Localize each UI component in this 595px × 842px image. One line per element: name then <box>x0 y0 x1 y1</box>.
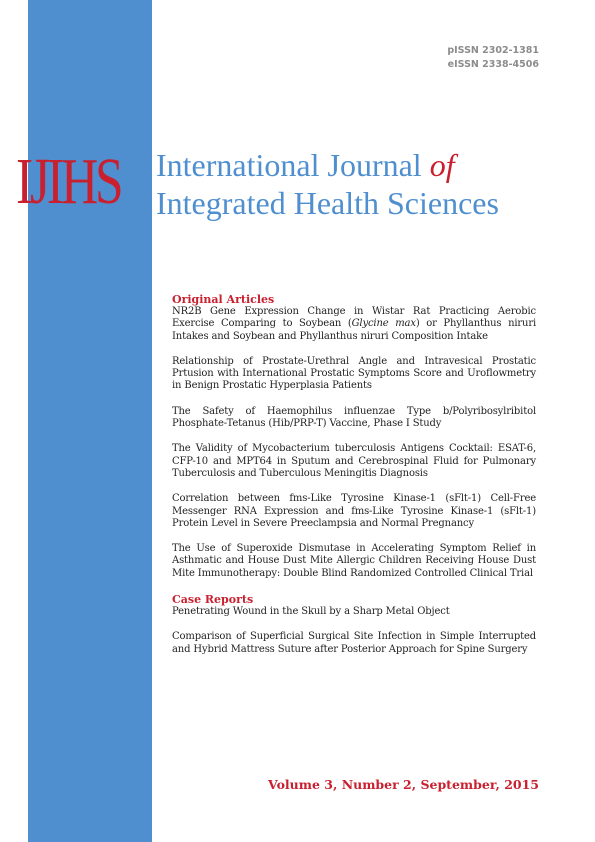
case-report-title[interactable]: Comparison of Superficial Surgical Site Infection in Simple Interrupted and Hybrid Mattress Suture after Posterior Approach for Spine Surgery <box>172 631 536 655</box>
article-title[interactable]: The Use of Superoxide Dismutase in Accelerating Symptom Relief in Asthmatic and House Dust Mite Allergic Children Receiving House Dust Mite Immunotherapy: Double Blind Randomized Controlled Clinical Trial <box>172 543 536 579</box>
case-reports-heading: Case Reports <box>172 593 254 607</box>
article-title[interactable]: The Safety of Haemophilus influenzae Type b/Polyribosylribitol Phosphate-Tetanus (Hib/PRP-T) Vaccine, Phase I Study <box>172 405 536 430</box>
article-title[interactable]: The Validity of Mycobacterium tuberculosis Antigens Cocktail: ESAT-6, CFP-10 and MPT64 in Sputum and Cerebrospinal Fluid for Pulmonary Tuberculosis and Tuberculous Meningitis Diagnosis <box>172 443 536 479</box>
table-of-contents <box>172 293 536 656</box>
pissn: pISSN 2302-1381 <box>447 45 539 56</box>
case-report-title[interactable]: Penetrating Wound in the Skull by a Sharp Metal Object <box>172 606 450 618</box>
journal-title-line1: International Journal of <box>156 147 455 183</box>
article-title[interactable]: NR2B Gene Expression Change in Wistar Rat Practicing Aerobic Exercise Comparing to Soybean (Glycine max) or Phyllanthus niruri Intakes and Soybean and Phyllanthus niruri Composition Intake <box>172 306 537 342</box>
original-articles-heading: Original Articles <box>172 293 275 306</box>
blue-stripe <box>28 0 152 842</box>
issn-block <box>447 44 539 72</box>
journal-logo: IJIHS <box>16 145 121 218</box>
volume-info: Volume 3, Number 2, September, 2015 <box>268 777 539 792</box>
eissn: eISSN 2338-4506 <box>447 59 539 70</box>
journal-title <box>156 146 499 222</box>
article-title[interactable]: Correlation between fms-Like Tyrosine Kinase-1 (sFlt-1) Cell-Free Messenger RNA Expression and fms-Like Tyrosine Kinase-1 (sFlt-1) Protein Level in Severe Preeclampsia and Normal Pregnancy <box>172 493 536 529</box>
article-title[interactable]: Relationship of Prostate-Urethral Angle and Intravesical Prostatic Prtusion with International Prostatic Symptoms Score and Uroflowmetry in Benign Prostatic Hyperplasia Patients <box>172 355 536 392</box>
journal-title-line2: Integrated Health Sciences <box>156 185 499 221</box>
journal-title-of: of <box>429 147 455 183</box>
